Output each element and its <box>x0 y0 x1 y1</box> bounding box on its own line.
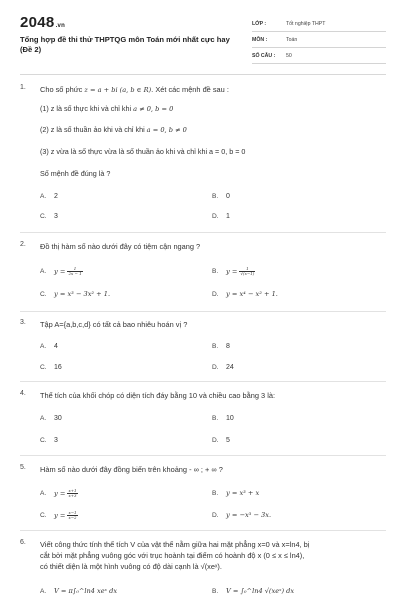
option-b[interactable] <box>212 193 230 200</box>
fraction-numerator: 1 <box>239 267 255 272</box>
question-separator <box>20 530 386 531</box>
option-text: 1 <box>226 213 230 220</box>
fraction-denominator: 2x − 1 <box>68 271 82 276</box>
option-letter: B. <box>212 268 219 276</box>
question-text: Đồ thị hàm số nào dưới đây có tiệm cận ngang ? <box>40 242 201 251</box>
option-c[interactable] <box>40 437 58 444</box>
question-6 <box>20 539 386 597</box>
option-letter: A. <box>40 193 47 200</box>
option-d[interactable] <box>212 213 230 220</box>
option-a[interactable] <box>40 587 117 595</box>
option-text: y = x³ − 3x² + 1. <box>54 290 111 298</box>
option-d[interactable] <box>212 437 230 444</box>
option-a[interactable] <box>40 267 83 276</box>
question-number: 4. <box>20 390 26 397</box>
meta-row-class <box>252 17 386 32</box>
option-c[interactable] <box>40 290 110 298</box>
question-separator <box>20 232 386 233</box>
statement-text: Số mệnh đề đúng là ? <box>40 169 111 178</box>
option-text: y = <box>54 489 68 498</box>
option-text: y = <box>54 267 68 276</box>
statement-text: (3) z vừa là số thực vừa là số thuần ảo khi và chỉ khi a = 0, b = 0 <box>40 147 246 156</box>
document-title <box>20 35 240 55</box>
question-text-line: Viết công thức tính thể tích V của vật thể nằm giữa hai mặt phẳng x=0 và x=ln4, bị <box>40 540 310 549</box>
question-separator <box>20 455 386 456</box>
option-text: y = x⁴ − x² + 1. <box>226 290 278 298</box>
option-b[interactable] <box>212 489 259 497</box>
option-b[interactable] <box>212 343 230 350</box>
option-text: y = <box>54 511 68 520</box>
option-c[interactable] <box>40 213 58 220</box>
question-text <box>40 539 386 572</box>
statement-2 <box>40 125 187 134</box>
fraction-denominator: √(x−1) <box>240 271 255 276</box>
option-letter: A. <box>40 588 47 595</box>
question-number: 2. <box>20 241 26 248</box>
math-expression: a = 0, b ≠ 0 <box>146 126 187 134</box>
option-letter: B. <box>212 193 219 200</box>
option-letter: D. <box>212 291 219 298</box>
option-d[interactable] <box>212 511 271 519</box>
fraction-numerator: x−1 <box>68 510 77 515</box>
meta-value: Toán <box>286 37 298 43</box>
meta-row-count <box>252 49 386 64</box>
question-number: 3. <box>20 319 26 326</box>
question-3 <box>20 319 386 373</box>
question-1 <box>20 84 386 224</box>
option-text: 3 <box>54 437 58 444</box>
option-text: 24 <box>226 364 234 371</box>
option-letter: C. <box>40 364 47 371</box>
option-a[interactable] <box>40 343 58 350</box>
meta-info <box>252 17 386 65</box>
option-b[interactable] <box>212 415 234 422</box>
title-line-2: (Đề 2) <box>20 45 42 54</box>
meta-value: 50 <box>286 53 292 59</box>
meta-label: LỚP : <box>252 21 267 27</box>
fraction-denominator: x+3 <box>68 493 77 498</box>
option-letter: A. <box>40 490 47 498</box>
option-text: y = x³ + x <box>226 489 260 497</box>
question-number: 6. <box>20 539 26 546</box>
option-c[interactable] <box>40 364 62 371</box>
option-letter: D. <box>212 213 219 220</box>
fraction-numerator: x+1 <box>68 488 77 493</box>
option-text: V = π∫₀^ln4 xeˣ dx <box>54 587 118 595</box>
option-letter: B. <box>212 415 219 422</box>
statement-4 <box>40 169 110 178</box>
option-b[interactable] <box>212 587 294 595</box>
option-letter: D. <box>212 437 219 444</box>
logo-text: 2048 <box>20 14 55 31</box>
option-letter: A. <box>40 343 47 350</box>
option-b[interactable] <box>212 267 255 276</box>
option-text: 10 <box>226 415 234 422</box>
question-text: Thể tích của khối chóp có diện tích đáy bằng 10 và chiều cao bằng 3 là: <box>40 391 276 400</box>
option-letter: C. <box>40 512 47 520</box>
statement-3 <box>40 147 245 156</box>
fraction <box>67 511 77 520</box>
option-letter: B. <box>212 490 219 497</box>
question-number: 1. <box>20 84 26 91</box>
meta-row-subject <box>252 33 386 48</box>
option-text: y = −x³ − 3x. <box>226 511 272 519</box>
option-letter: B. <box>212 588 219 595</box>
question-text-line: có thiết diện là một hình vuông có độ dài cạnh là √(xeˣ). <box>40 562 222 571</box>
statement-1 <box>40 104 173 113</box>
question-4 <box>20 390 386 446</box>
meta-label: MÔN : <box>252 37 268 43</box>
document-header <box>20 14 386 72</box>
header-divider <box>20 74 386 75</box>
meta-value: Tốt nghiệp THPT <box>286 21 326 27</box>
option-letter: D. <box>212 512 219 519</box>
meta-label: SỐ CÂU : <box>252 53 276 59</box>
option-text: 2 <box>54 193 58 200</box>
site-logo[interactable] <box>20 14 65 31</box>
math-expression: z = a + bi (a, b ∈ R). <box>84 86 154 94</box>
fraction <box>239 267 255 276</box>
option-text: 0 <box>226 193 230 200</box>
option-text: 5 <box>226 437 230 444</box>
fraction <box>67 489 77 498</box>
option-c[interactable] <box>40 511 78 520</box>
statement-text: (2) z là số thuần ảo khi và chỉ khi <box>40 125 147 134</box>
question-text-part: Cho số phức <box>40 85 85 94</box>
question-text: Tập A={a,b,c,d} có tất cả bao nhiêu hoán vị ? <box>40 320 188 329</box>
option-text: 3 <box>54 213 58 220</box>
option-text: 30 <box>54 415 62 422</box>
option-text: V = ∫₀^ln4 √(xeˣ) dx <box>226 587 295 595</box>
question-5 <box>20 464 386 524</box>
option-letter: A. <box>40 415 47 422</box>
option-letter: B. <box>212 343 219 350</box>
fraction-denominator: x−2 <box>68 515 77 520</box>
question-text: Hàm số nào dưới đây đồng biến trên khoảng - ∞ ; + ∞ ? <box>40 465 223 474</box>
fraction-numerator: 1 <box>67 267 82 272</box>
question-number: 5. <box>20 464 26 471</box>
option-letter: C. <box>40 213 47 220</box>
option-text: 8 <box>226 343 230 350</box>
question-separator <box>20 381 386 382</box>
option-a[interactable] <box>40 415 62 422</box>
question-text-part: Xét các mệnh đề sau : <box>153 85 229 94</box>
logo-suffix: .vn <box>55 23 66 29</box>
title-line-1: Tổng hợp đề thi thử THPTQG môn Toán mới nhất cực hay <box>20 35 230 44</box>
fraction <box>67 267 82 276</box>
option-d[interactable] <box>212 290 278 298</box>
option-a[interactable] <box>40 489 78 498</box>
option-text: 4 <box>54 343 58 350</box>
option-letter: C. <box>40 291 47 298</box>
option-text: 16 <box>54 364 62 371</box>
option-letter: C. <box>40 437 47 444</box>
option-d[interactable] <box>212 364 234 371</box>
question-text-line: cắt bởi mặt phẳng vuông góc với trục hoành tại điểm có hoành độ x (0 ≤ x ≤ ln4), <box>40 551 305 560</box>
question-2 <box>20 241 386 305</box>
option-text: y = <box>226 267 240 276</box>
option-a[interactable] <box>40 193 58 200</box>
statement-text: (1) z là số thực khi và chỉ khi <box>40 104 134 113</box>
option-letter: A. <box>40 268 47 276</box>
math-expression: a ≠ 0, b = 0 <box>133 105 174 113</box>
question-text <box>40 84 386 96</box>
option-letter: D. <box>212 364 219 371</box>
question-separator <box>20 311 386 312</box>
